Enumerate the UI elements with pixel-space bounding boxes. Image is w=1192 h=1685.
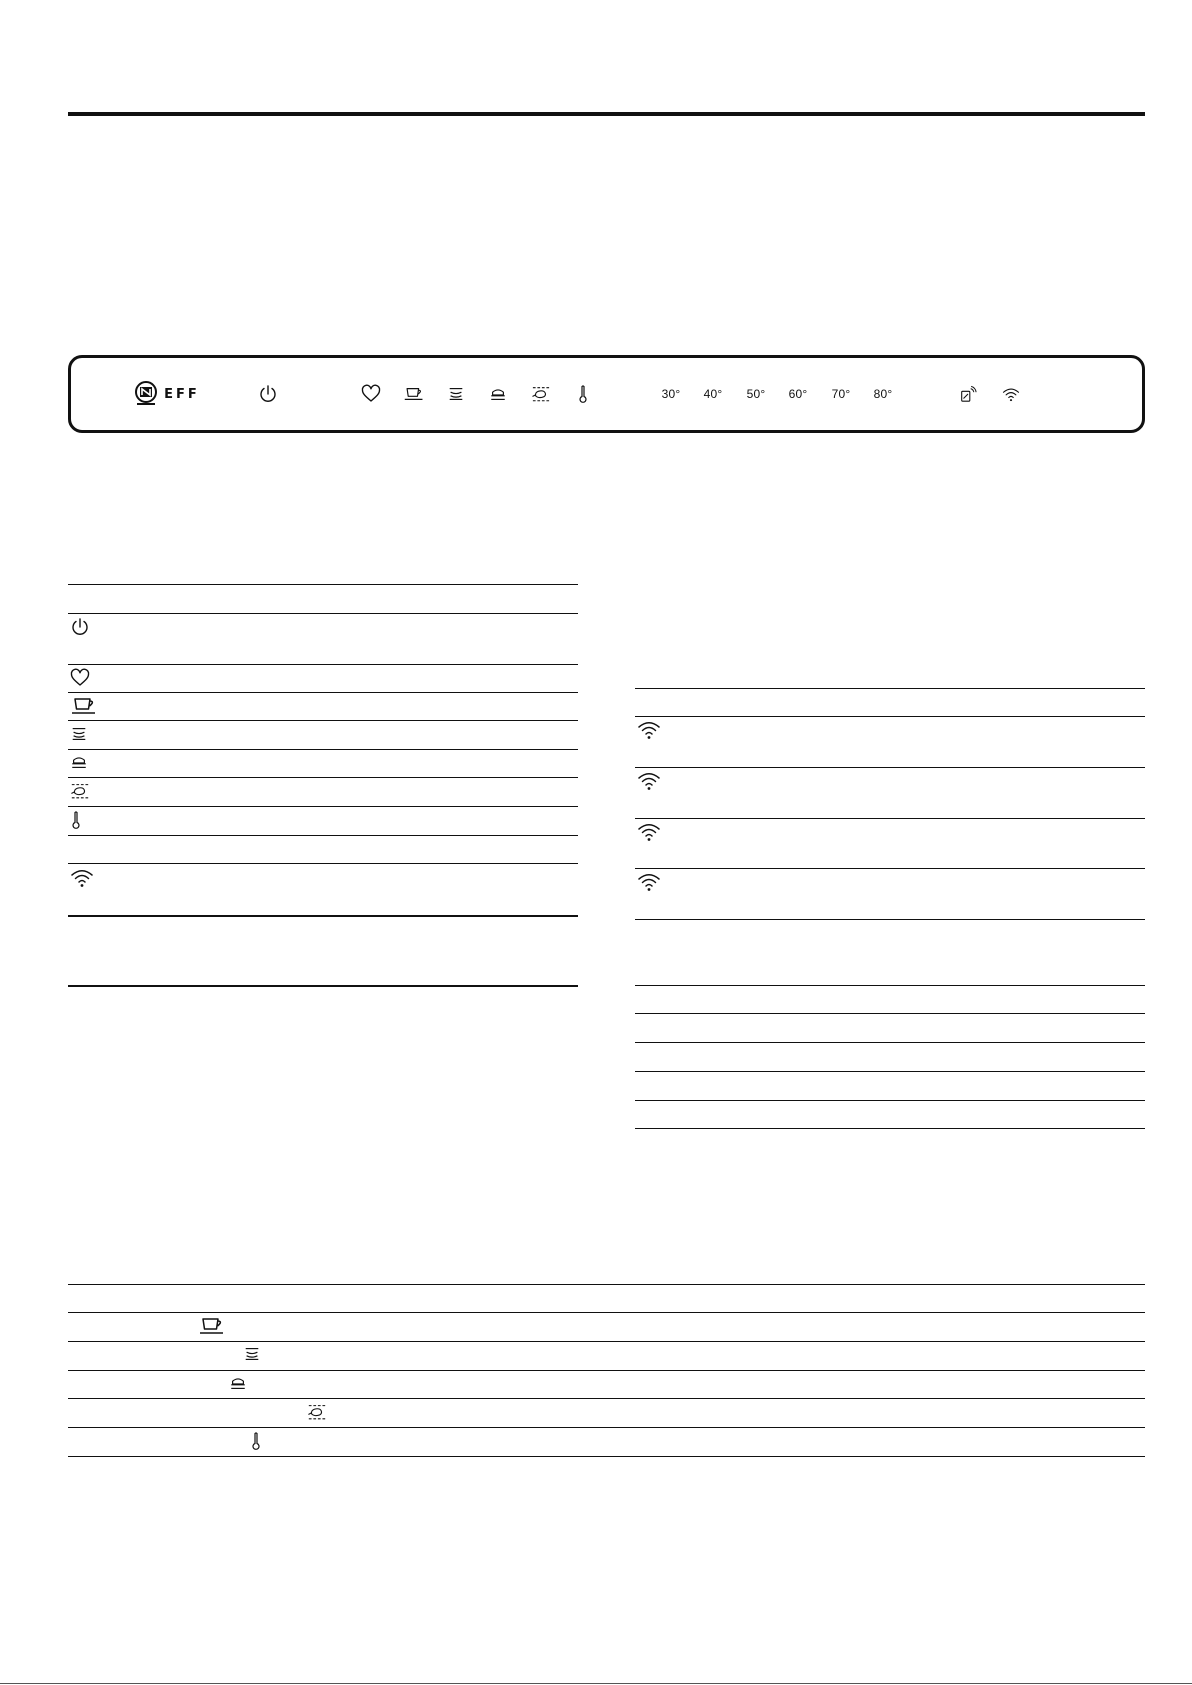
plates-icon xyxy=(243,1345,261,1363)
table-rule xyxy=(68,1398,1145,1399)
heart-icon xyxy=(70,668,90,688)
temp-label: 70° xyxy=(831,387,851,401)
table-rule xyxy=(68,692,578,693)
temp-label: 50° xyxy=(746,387,766,401)
thermometer-icon[interactable] xyxy=(572,382,594,406)
meat-icon[interactable] xyxy=(530,382,552,406)
table-rule xyxy=(68,985,578,987)
control-panel-illustration xyxy=(68,355,1145,433)
table-rule xyxy=(68,1284,1145,1285)
table-rule xyxy=(635,985,1145,986)
pot-icon xyxy=(229,1374,247,1392)
temp-button-30[interactable] xyxy=(656,382,686,406)
table-rule xyxy=(635,767,1145,768)
cup-icon xyxy=(70,696,98,716)
table-rule xyxy=(68,1456,1145,1457)
pot-icon[interactable] xyxy=(487,382,509,406)
table-rule xyxy=(635,716,1145,717)
table-rule xyxy=(68,749,578,750)
wifi-icon[interactable] xyxy=(1000,382,1022,406)
table-rule xyxy=(68,1427,1145,1428)
table-rule xyxy=(635,1071,1145,1072)
table-rule xyxy=(68,1370,1145,1371)
table-rule xyxy=(68,664,578,665)
table-rule xyxy=(635,818,1145,819)
temp-button-80[interactable] xyxy=(868,382,898,406)
cup-icon xyxy=(198,1316,226,1336)
temp-button-70[interactable] xyxy=(826,382,856,406)
temp-button-50[interactable] xyxy=(741,382,771,406)
cup-icon[interactable] xyxy=(403,382,425,406)
thermometer-icon xyxy=(250,1431,262,1451)
neff-logo-letters: EFF xyxy=(164,386,200,402)
temp-label: 40° xyxy=(703,387,723,401)
temp-label: 60° xyxy=(788,387,808,401)
heart-icon[interactable] xyxy=(360,382,382,406)
temp-label: 80° xyxy=(873,387,893,401)
power-icon xyxy=(70,617,90,637)
table-rule xyxy=(635,1042,1145,1043)
temp-label: 30° xyxy=(661,387,681,401)
pot-icon xyxy=(70,753,88,771)
table-rule xyxy=(68,720,578,721)
temp-button-40[interactable] xyxy=(698,382,728,406)
wifi-icon xyxy=(637,822,661,842)
table-rule xyxy=(68,1312,1145,1313)
neff-logo-emblem-icon xyxy=(132,380,160,408)
power-icon[interactable] xyxy=(256,382,280,406)
plates-icon[interactable] xyxy=(445,382,467,406)
table-rule xyxy=(68,806,578,807)
table-rule xyxy=(635,868,1145,869)
wifi-icon xyxy=(637,872,661,892)
bottom-rule xyxy=(0,1683,1192,1684)
temp-button-60[interactable] xyxy=(783,382,813,406)
table-rule xyxy=(68,613,578,614)
table-rule xyxy=(635,1013,1145,1014)
table-rule xyxy=(68,584,578,585)
table-rule xyxy=(68,863,578,864)
table-rule xyxy=(68,915,578,917)
table-rule xyxy=(635,1128,1145,1129)
neff-logo xyxy=(121,382,211,406)
table-rule xyxy=(635,688,1145,689)
thermometer-icon xyxy=(70,810,82,830)
meat-icon xyxy=(307,1402,327,1422)
top-rule xyxy=(68,112,1145,116)
table-rule xyxy=(68,1341,1145,1342)
table-rule xyxy=(68,835,578,836)
plates-icon xyxy=(70,725,88,743)
wifi-icon xyxy=(637,771,661,791)
table-rule xyxy=(635,1100,1145,1101)
meat-icon xyxy=(70,781,90,801)
remote-start-icon[interactable] xyxy=(957,382,979,406)
table-rule xyxy=(68,777,578,778)
wifi-icon xyxy=(637,720,661,740)
wifi-icon xyxy=(70,868,94,888)
table-rule xyxy=(635,919,1145,920)
